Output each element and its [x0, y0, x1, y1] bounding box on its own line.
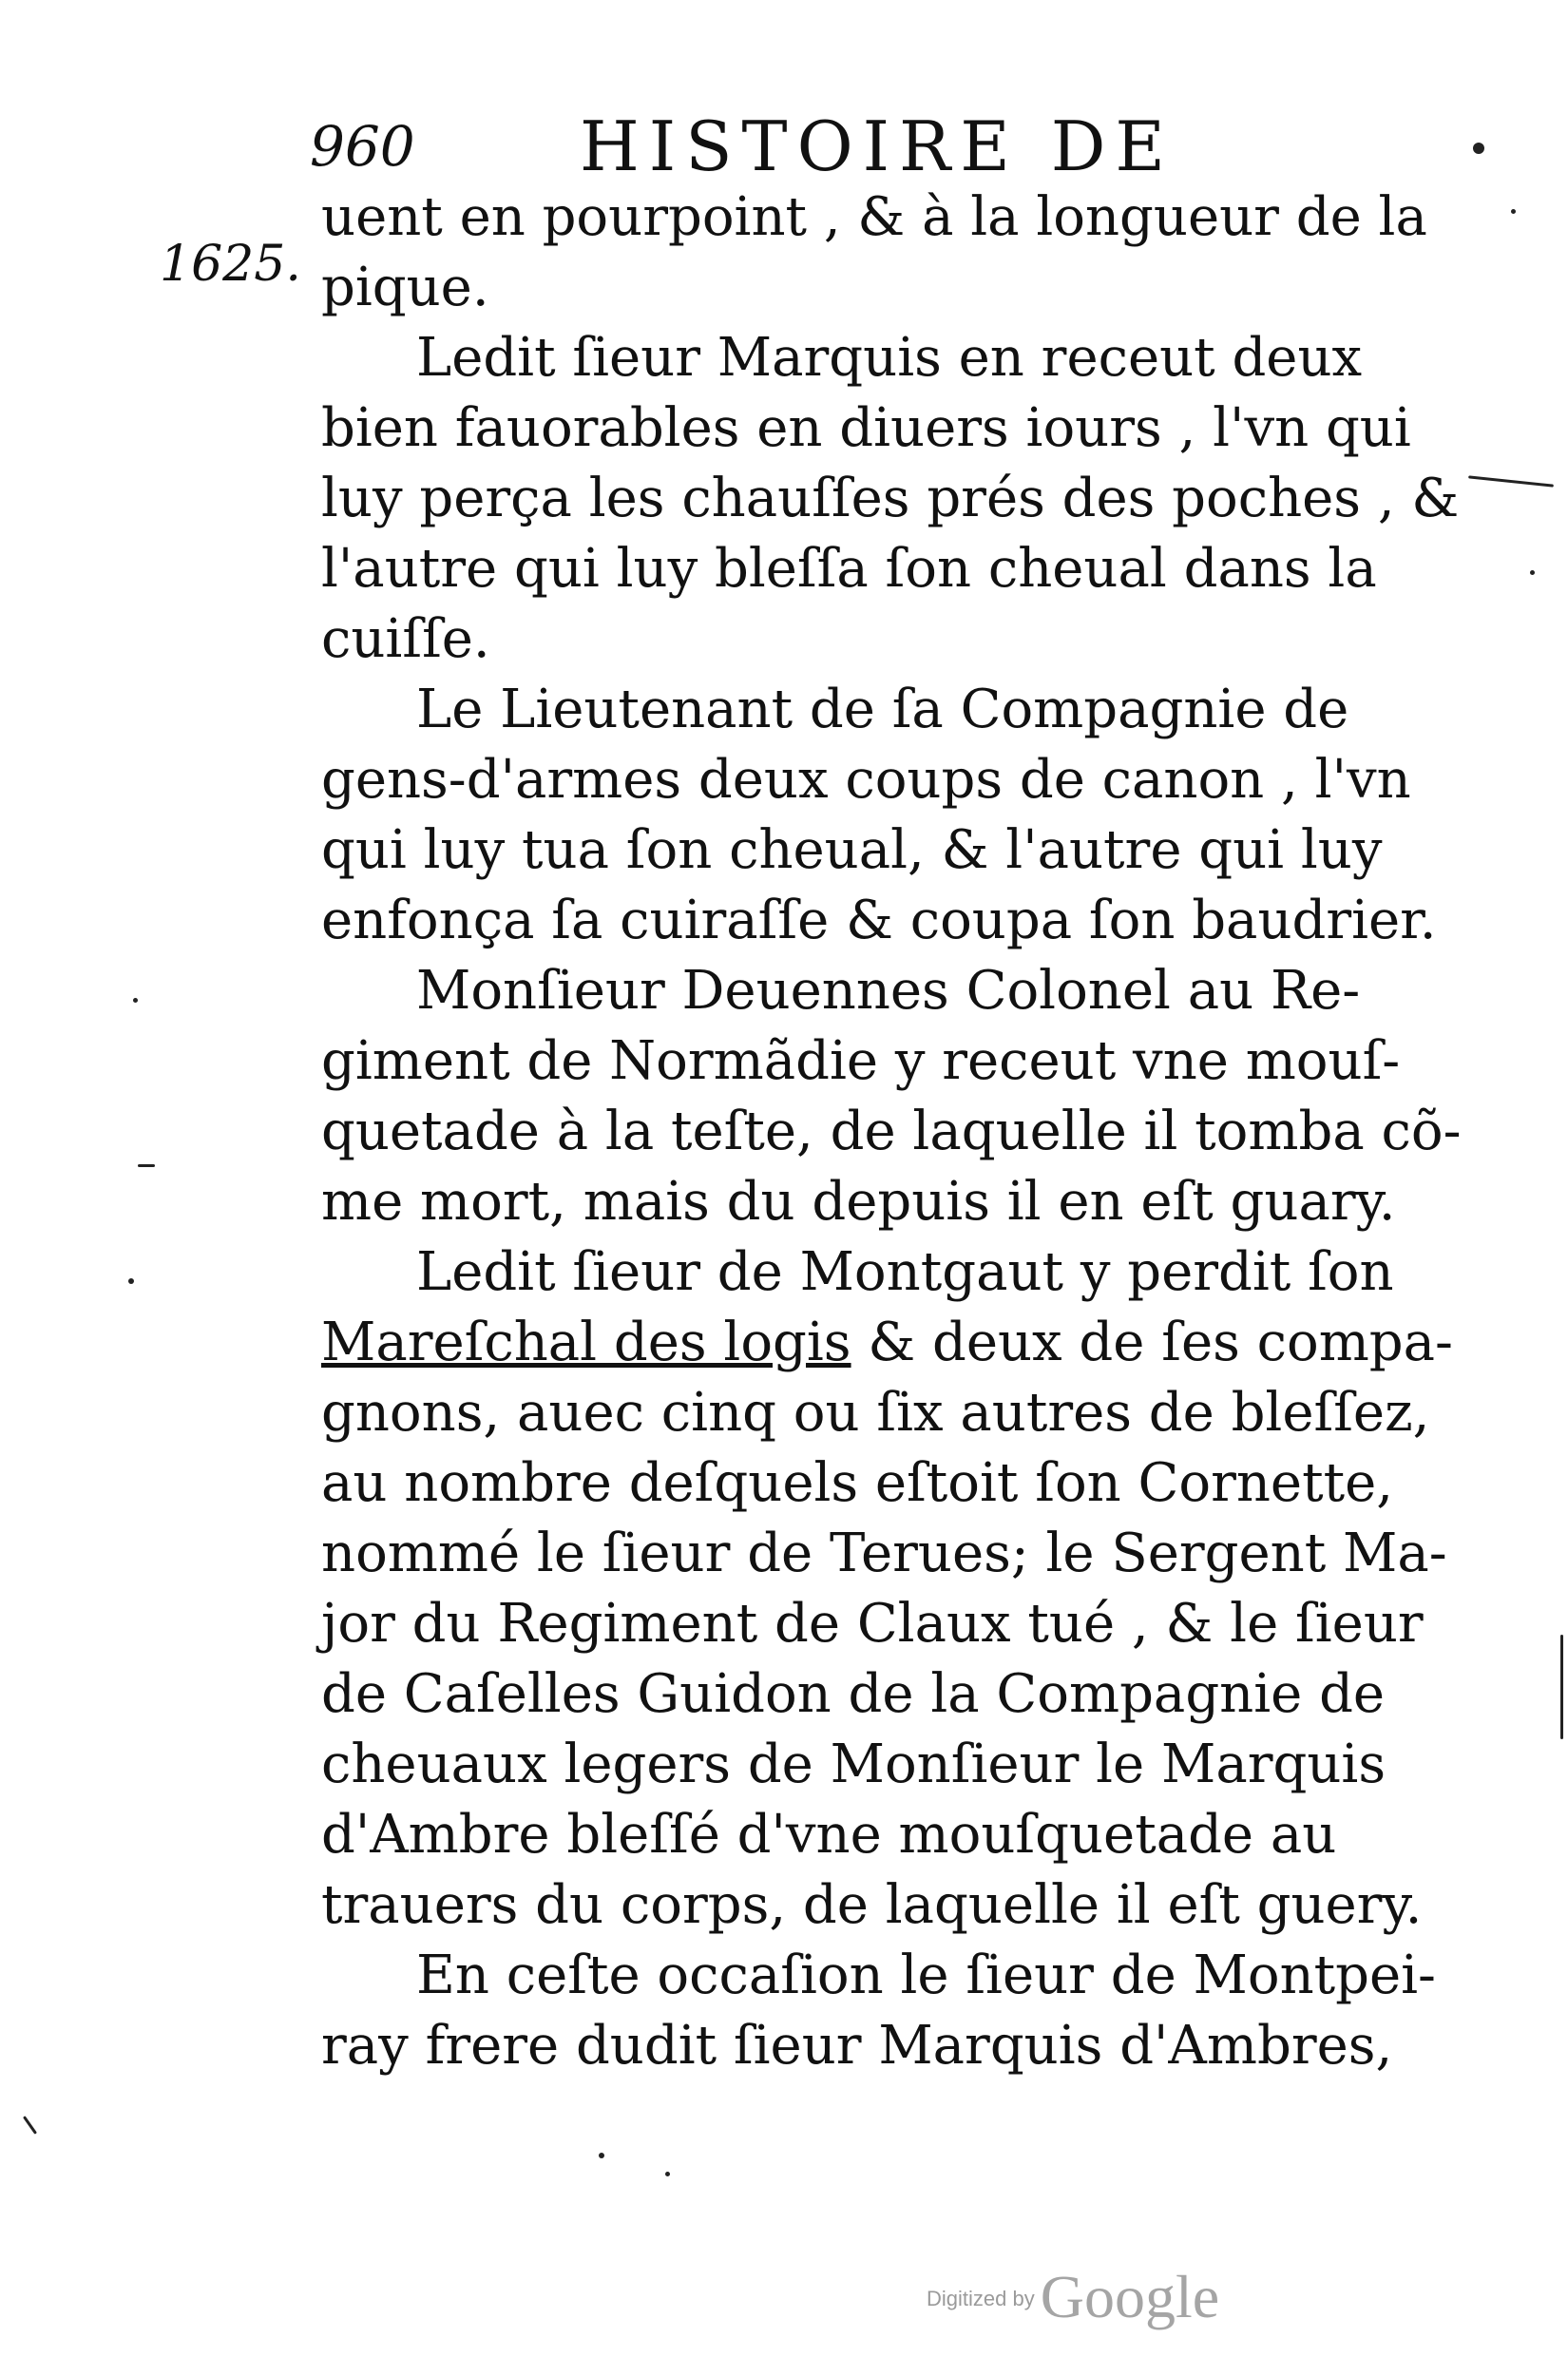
text-line: giment de Normãdie y receut vne mouſ- — [321, 1030, 1401, 1092]
scan-speck — [138, 1164, 155, 1167]
text-line: Ledit ſieur Marquis en receut deux — [416, 327, 1363, 389]
text-line-underlined: Mareſchal des logis & deux de ſes compa- — [321, 1312, 1453, 1373]
google-logo: Google — [1040, 2263, 1220, 2330]
underlined-phrase: Mareſchal des logis — [321, 1312, 851, 1373]
body-text — [321, 182, 1462, 2081]
text-line: bien fauorables en diuers iours , l'vn qui — [321, 397, 1411, 459]
text-line: pique. — [321, 257, 489, 318]
text-line: enfonça ſa cuiraſſe & coupa ſon baudrier. — [321, 890, 1437, 951]
scan-speck — [599, 2153, 604, 2158]
scan-speck — [1473, 143, 1484, 154]
scan-speck — [1511, 209, 1516, 214]
text-line: gens-d'armes deux coups de canon , l'vn — [321, 749, 1411, 811]
text-line: gnons, auec cinq ou ſix autres de bleſſez, — [321, 1382, 1430, 1444]
text-line: luy perça les chauſſes prés des poches , & — [321, 468, 1460, 529]
scan-speck — [128, 1278, 134, 1284]
text-line: trauers du corps, de laquelle il eſt guery. — [321, 1874, 1423, 1936]
text-line: uent en pourpoint , & à la longueur de la — [321, 186, 1427, 248]
running-title: HISTOIRE DE — [580, 106, 1175, 186]
text-line: d'Ambre bleſſé d'vne mouſquetade au — [321, 1804, 1337, 1866]
text-line: Ledit ſieur de Montgaut y perdit ſon — [416, 1241, 1394, 1303]
text-line: l'autre qui luy bleſſa ſon cheual dans la — [321, 538, 1377, 600]
margin-year-note: 1625. — [160, 236, 301, 293]
text-line: Monſieur Deuennes Colonel au Re- — [416, 960, 1361, 1022]
scan-speck — [23, 2116, 37, 2135]
text-line: nommé le ſieur de Terues; le Sergent Ma- — [321, 1523, 1447, 1584]
page-number: 960 — [310, 114, 415, 179]
text-line: quetade à la teſte, de laquelle il tomba cõ- — [321, 1101, 1462, 1162]
scan-speck — [665, 2172, 670, 2176]
page-header — [304, 106, 1197, 186]
text-line: cuiſſe. — [321, 608, 490, 670]
watermark-prefix: Digitized by — [927, 2287, 1035, 2310]
text-line: ray frere dudit ſieur Marquis d'Ambres, — [321, 2015, 1393, 2077]
text-line: de Caſelles Guidon de la Compagnie de — [321, 1663, 1386, 1725]
text-line: En ceſte occaſion le ſieur de Montpei- — [416, 1945, 1436, 2006]
text-line: cheuaux legers de Monſieur le Marquis — [321, 1734, 1386, 1795]
text-line: qui luy tua ſon cheual, & l'autre qui luy — [321, 819, 1383, 881]
digitized-watermark — [927, 2262, 1219, 2332]
text-line: Le Lieutenant de ſa Compagnie de — [416, 679, 1349, 740]
scan-speck — [1468, 475, 1554, 487]
scan-speck — [1530, 570, 1535, 575]
text-line: jor du Regiment de Claux tué , & le ſieur — [321, 1593, 1424, 1655]
text-line: me mort, mais du depuis il en eſt guary. — [321, 1171, 1396, 1233]
text-line: au nombre deſquels eſtoit ſon Cornette, — [321, 1452, 1394, 1514]
scan-speck — [1560, 1635, 1563, 1739]
scan-speck — [133, 998, 138, 1003]
